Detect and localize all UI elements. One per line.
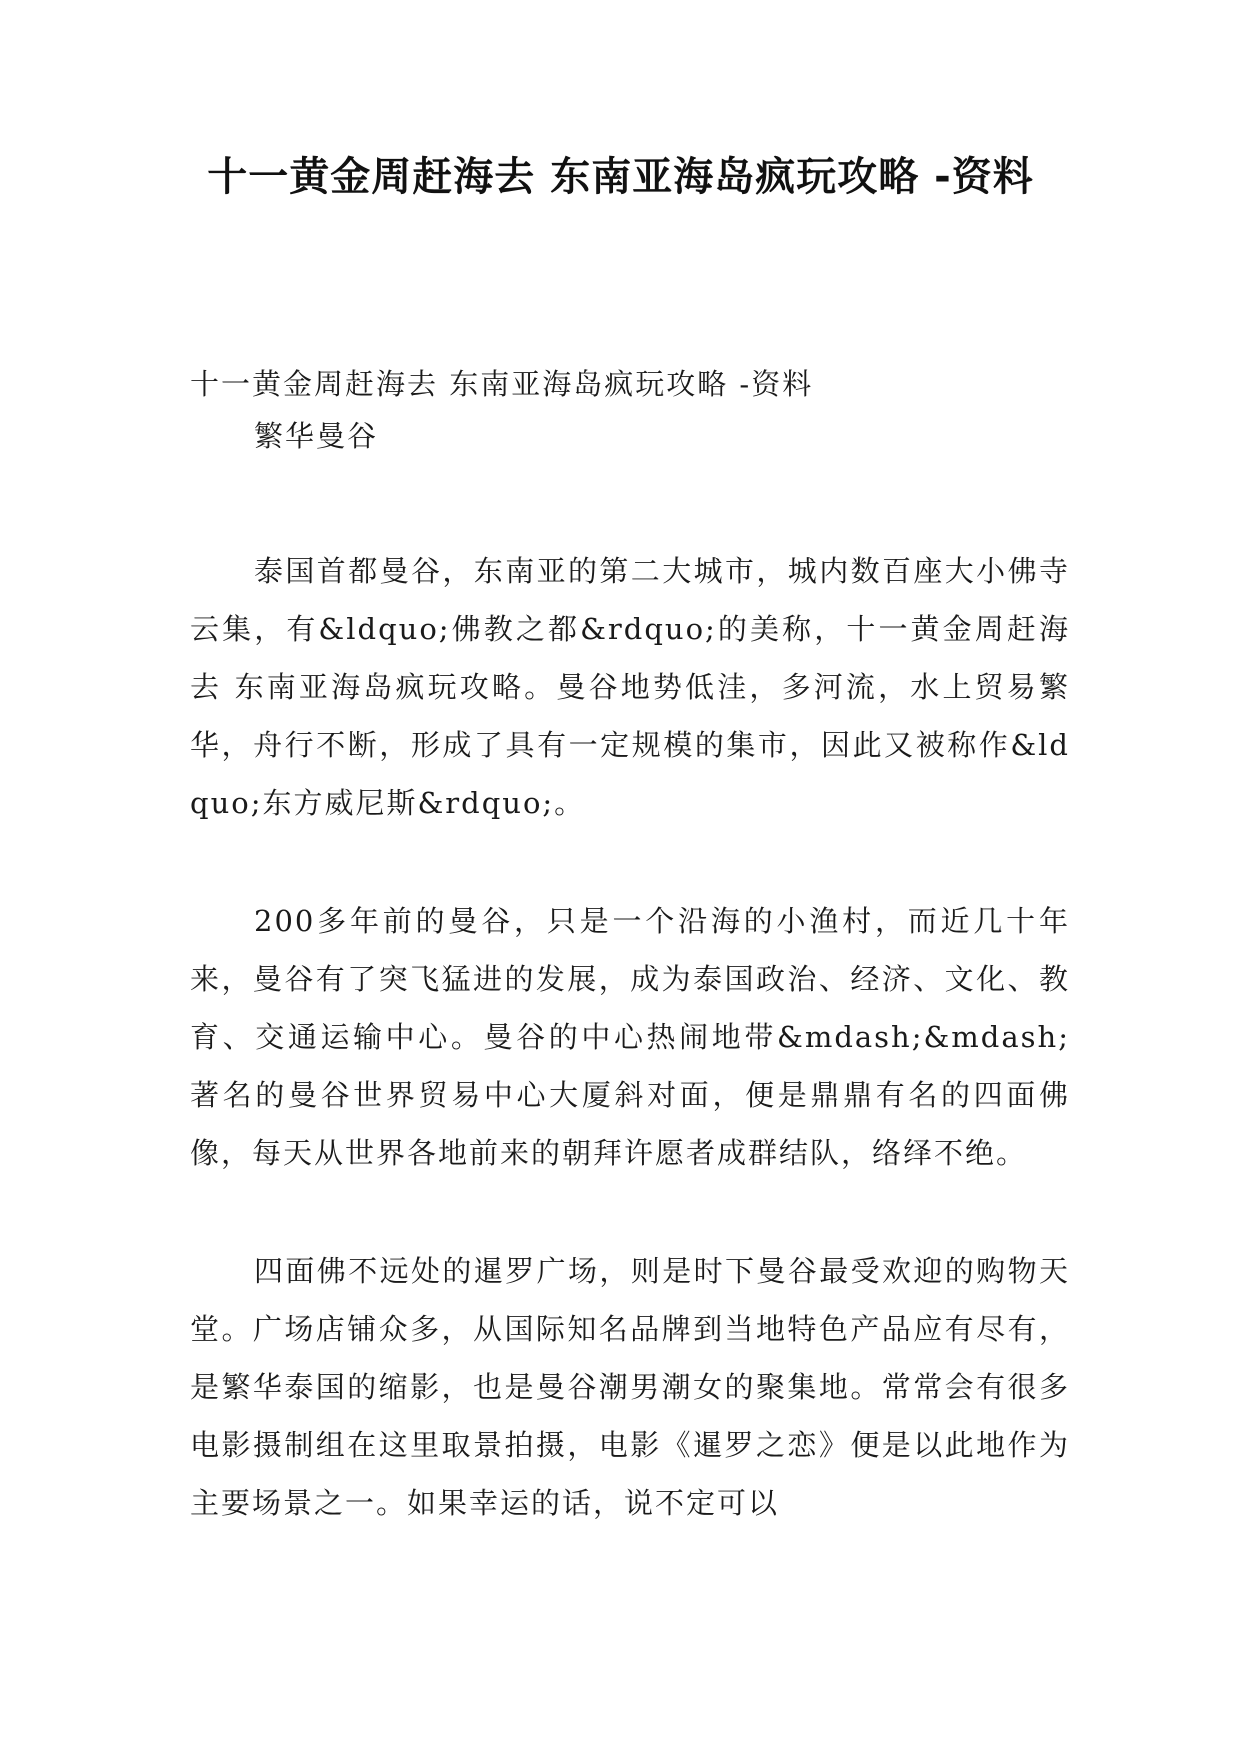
- paragraph-1: 泰国首都曼谷，东南亚的第二大城市，城内数百座大小佛寺云集，有&ldquo;佛教之都&rdquo;的美称，十一黄金周赶海去 东南亚海岛疯玩攻略。曼谷地势低洼，多河流，水上贸易繁华，舟行不断，形成了具有一定规模的集市，因此又被称作&ldquo;东方威尼斯&rdquo;。: [190, 554, 1070, 820]
- section-heading: 繁华曼谷: [254, 419, 379, 453]
- document-title: 十一黄金周赶海去 东南亚海岛疯玩攻略 -资料: [207, 154, 1034, 200]
- paragraph-2: 200多年前的曼谷，只是一个沿海的小渔村，而近几十年来，曼谷有了突飞猛进的发展，成为泰国政治、经济、文化、教育、交通运输中心。曼谷的中心热闹地带&mdash;&mdash;著名的曼谷世界贸易中心大厦斜对面，便是鼎鼎有名的四面佛像，每天从世界各地前来的朝拜许愿者成群结队，络绎不绝。: [190, 904, 1070, 1170]
- document-body: [190, 358, 1070, 1532]
- document-subtitle: 十一黄金周赶海去 东南亚海岛疯玩攻略 -资料: [190, 367, 814, 401]
- paragraph-3: 四面佛不远处的暹罗广场，则是时下曼谷最受欢迎的购物天堂。广场店铺众多，从国际知名品牌到当地特色产品应有尽有，是繁华泰国的缩影，也是曼谷潮男潮女的聚集地。常常会有很多电影摄制组在这里取景拍摄，电影《暹罗之恋》便是以此地作为主要场景之一。如果幸运的话，说不定可以: [190, 1254, 1070, 1520]
